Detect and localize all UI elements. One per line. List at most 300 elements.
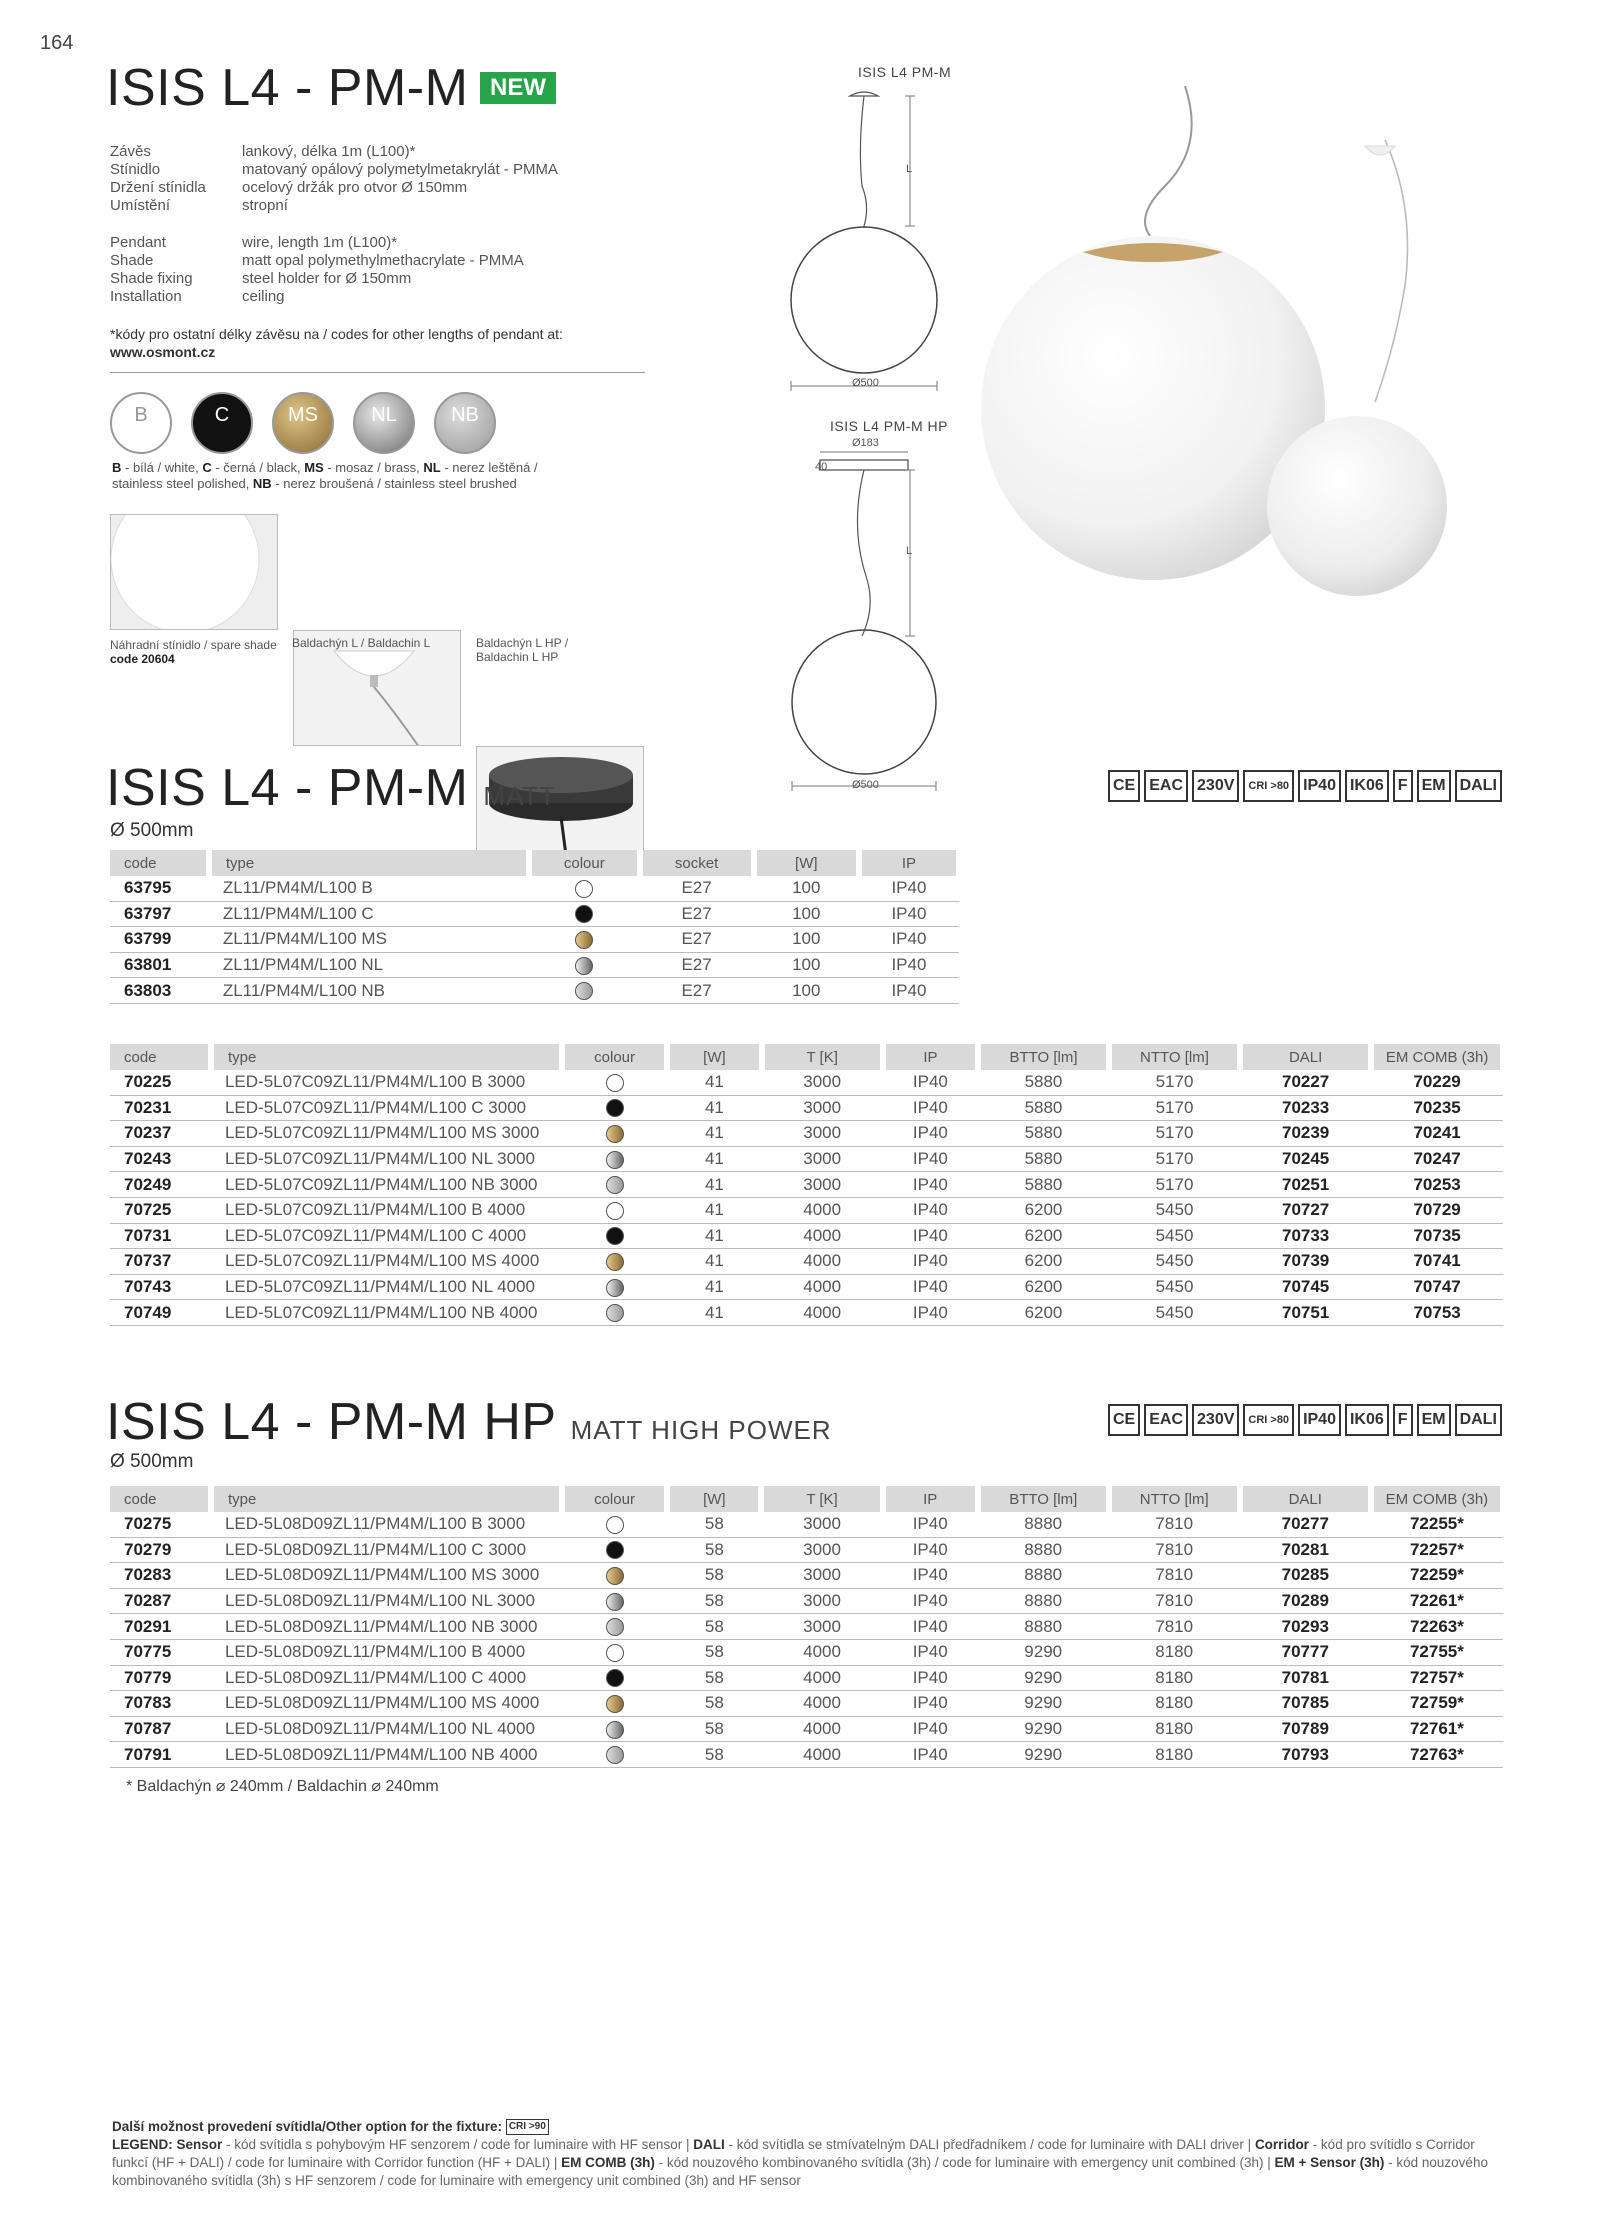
spec-key: Shade fixing bbox=[110, 270, 193, 287]
swatch-nl bbox=[353, 392, 415, 454]
legend-term: LEGEND: Sensor bbox=[112, 2137, 223, 2152]
cell-dali: 70751 bbox=[1240, 1300, 1371, 1326]
swatch-label: C bbox=[214, 404, 230, 426]
section2-diameter: Ø 500mm bbox=[110, 1451, 194, 1472]
cell-temp: 3000 bbox=[761, 1512, 882, 1537]
cell-ip: IP40 bbox=[883, 1537, 978, 1563]
cell-watt: 58 bbox=[667, 1691, 761, 1717]
table-row bbox=[110, 1223, 1503, 1249]
table-row bbox=[110, 927, 959, 953]
cell-watt: 58 bbox=[667, 1588, 761, 1614]
cell-temp: 3000 bbox=[762, 1172, 883, 1198]
spec-value: wire, length 1m (L100)* bbox=[242, 234, 398, 251]
table-row bbox=[110, 1614, 1503, 1640]
cell-em-comb: 70735 bbox=[1371, 1223, 1503, 1249]
cell-dali: 70227 bbox=[1240, 1070, 1371, 1095]
cell-ntto: 7810 bbox=[1109, 1588, 1240, 1614]
spec-row bbox=[110, 179, 558, 197]
table-row bbox=[110, 876, 959, 901]
colour-c-icon bbox=[606, 1669, 624, 1687]
cert-icon: DALI bbox=[1455, 770, 1502, 802]
cell-temp: 4000 bbox=[762, 1249, 883, 1275]
cell-dali: 70277 bbox=[1240, 1512, 1371, 1537]
column-header: colour bbox=[529, 850, 639, 876]
cell-btto: 5880 bbox=[978, 1172, 1109, 1198]
cell-btto: 5880 bbox=[978, 1095, 1109, 1121]
column-header: socket bbox=[640, 850, 754, 876]
cell-watt: 100 bbox=[754, 978, 859, 1004]
cell-colour bbox=[562, 1716, 667, 1742]
cert-icon: EM bbox=[1417, 770, 1451, 802]
cell-watt: 41 bbox=[667, 1070, 761, 1095]
column-header: type bbox=[209, 850, 529, 876]
cell-temp: 3000 bbox=[762, 1095, 883, 1121]
cert-icon: CE bbox=[1108, 770, 1140, 802]
cell-ip: IP40 bbox=[883, 1512, 978, 1537]
cell-ntto: 7810 bbox=[1109, 1563, 1240, 1589]
cell-btto: 6200 bbox=[978, 1223, 1109, 1249]
cell-colour bbox=[562, 1665, 667, 1691]
cell-temp: 3000 bbox=[761, 1588, 882, 1614]
cell-type: LED-5L07C09ZL11/PM4M/L100 NL 4000 bbox=[211, 1274, 562, 1300]
colour-nb-icon bbox=[606, 1304, 624, 1322]
cell-watt: 58 bbox=[667, 1665, 761, 1691]
cell-watt: 58 bbox=[667, 1614, 761, 1640]
cell-dali: 70789 bbox=[1240, 1716, 1371, 1742]
swatch-nb bbox=[434, 392, 496, 454]
cell-ip: IP40 bbox=[883, 1300, 978, 1326]
colour-nl-icon bbox=[606, 1151, 624, 1169]
cell-ip: IP40 bbox=[883, 1197, 978, 1223]
cell-watt: 41 bbox=[667, 1095, 761, 1121]
cell-ip: IP40 bbox=[883, 1249, 978, 1275]
cell-dali: 70793 bbox=[1240, 1742, 1371, 1768]
cell-temp: 4000 bbox=[762, 1274, 883, 1300]
baldachin-footnote: * Baldachýn ⌀ 240mm / Baldachin ⌀ 240mm bbox=[126, 1778, 439, 1795]
cell-em-comb: 72263* bbox=[1371, 1614, 1503, 1640]
colour-b-icon bbox=[606, 1516, 624, 1534]
colour-b-icon bbox=[575, 880, 593, 898]
cell-colour bbox=[562, 1512, 667, 1537]
spec-key: Držení stínidla bbox=[110, 179, 206, 196]
cell-ntto: 5450 bbox=[1109, 1300, 1240, 1326]
swatch-label: B bbox=[134, 404, 148, 426]
cell-dali: 70781 bbox=[1240, 1665, 1371, 1691]
cell-socket: E27 bbox=[640, 901, 754, 927]
colour-ms-icon bbox=[606, 1567, 624, 1585]
colour-b-icon bbox=[606, 1074, 624, 1092]
cert-icon: CRI >80 bbox=[1243, 1404, 1294, 1436]
cell-em-comb: 70247 bbox=[1371, 1146, 1503, 1172]
cell-em-comb: 70229 bbox=[1371, 1070, 1503, 1095]
cell-btto: 8880 bbox=[978, 1614, 1109, 1640]
colour-c-icon bbox=[606, 1541, 624, 1559]
certification-icons-hp bbox=[1108, 1404, 1502, 1436]
drawing-label-pm-m: ISIS L4 PM-M bbox=[858, 64, 952, 80]
cell-code: 70775 bbox=[110, 1639, 211, 1665]
cell-watt: 41 bbox=[667, 1197, 761, 1223]
spec-value: matt opal polymethylmethacrylate - PMMA bbox=[242, 252, 524, 269]
cell-code: 63803 bbox=[110, 978, 209, 1004]
cell-type: LED-5L07C09ZL11/PM4M/L100 MS 4000 bbox=[211, 1249, 562, 1275]
cell-type: LED-5L08D09ZL11/PM4M/L100 NL 3000 bbox=[211, 1588, 562, 1614]
swatch-ms bbox=[272, 392, 334, 454]
column-header: EM COMB (3h) bbox=[1371, 1044, 1503, 1070]
table-row bbox=[110, 1588, 1503, 1614]
cell-code: 70287 bbox=[110, 1588, 211, 1614]
cell-type: ZL11/PM4M/L100 C bbox=[209, 901, 529, 927]
section2-table-led bbox=[110, 1486, 1506, 1768]
cell-colour bbox=[562, 1249, 667, 1275]
cell-ip: IP40 bbox=[883, 1563, 978, 1589]
cell-type: LED-5L07C09ZL11/PM4M/L100 NB 3000 bbox=[211, 1172, 562, 1198]
spec-value: matovaný opálový polymetylmetakrylát - PMMA bbox=[242, 161, 558, 178]
cell-em-comb: 70741 bbox=[1371, 1249, 1503, 1275]
cell-colour bbox=[562, 1070, 667, 1095]
cell-temp: 4000 bbox=[761, 1742, 882, 1768]
cell-btto: 9290 bbox=[978, 1691, 1109, 1717]
colour-nb-icon bbox=[606, 1176, 624, 1194]
cell-watt: 41 bbox=[667, 1223, 761, 1249]
cell-dali: 70239 bbox=[1240, 1121, 1371, 1147]
cell-ntto: 5170 bbox=[1109, 1070, 1240, 1095]
cell-ntto: 5170 bbox=[1109, 1172, 1240, 1198]
cell-temp: 4000 bbox=[761, 1639, 882, 1665]
cri90-badge: CRI >90 bbox=[506, 2119, 549, 2135]
column-header: DALI bbox=[1240, 1044, 1371, 1070]
cell-ntto: 8180 bbox=[1109, 1665, 1240, 1691]
cell-socket: E27 bbox=[640, 876, 754, 901]
cell-ip: IP40 bbox=[859, 901, 959, 927]
cell-ntto: 5170 bbox=[1109, 1095, 1240, 1121]
cell-colour bbox=[562, 1197, 667, 1223]
cell-colour bbox=[562, 1639, 667, 1665]
spec-key: Pendant bbox=[110, 234, 166, 251]
legend-definition: - kód svítidla s pohybovým HF senzorem / code for luminaire with HF sensor | bbox=[222, 2137, 694, 2152]
table-row bbox=[110, 978, 959, 1004]
spec-key: Umístění bbox=[110, 197, 171, 214]
cell-em-comb: 72757* bbox=[1371, 1665, 1503, 1691]
section1-diameter: Ø 500mm bbox=[110, 820, 194, 841]
cell-em-comb: 70729 bbox=[1371, 1197, 1503, 1223]
cell-colour bbox=[562, 1614, 667, 1640]
cert-icon: IP40 bbox=[1298, 770, 1341, 802]
cell-ntto: 5450 bbox=[1109, 1274, 1240, 1300]
spec-row bbox=[110, 288, 524, 306]
specs-en bbox=[110, 234, 524, 306]
cell-em-comb: 70753 bbox=[1371, 1300, 1503, 1326]
cell-type: LED-5L07C09ZL11/PM4M/L100 NB 4000 bbox=[211, 1300, 562, 1326]
legend-definition: - kód pro svítidlo s Corridor funkcí (HF + DALI) / code for luminaire with Corridor function (HF + DALI) | bbox=[112, 2137, 1475, 2170]
cell-type: LED-5L08D09ZL11/PM4M/L100 MS 3000 bbox=[211, 1563, 562, 1589]
cert-icon: DALI bbox=[1455, 1404, 1502, 1436]
cell-code: 70279 bbox=[110, 1537, 211, 1563]
legend-definition: - kód nouzového kombinovaného svítidla (3h) s HF senzorem / code for luminaire with emergency unit combined (3h) and HF sensor bbox=[112, 2155, 1488, 2188]
column-header: code bbox=[110, 1486, 211, 1512]
colour-nb-icon bbox=[606, 1618, 624, 1636]
cell-code: 70275 bbox=[110, 1512, 211, 1537]
cell-code: 70791 bbox=[110, 1742, 211, 1768]
cell-ip: IP40 bbox=[859, 927, 959, 953]
cert-icon: IP40 bbox=[1298, 1404, 1341, 1436]
cell-temp: 3000 bbox=[762, 1146, 883, 1172]
cell-code: 70749 bbox=[110, 1300, 211, 1326]
cell-dali: 70739 bbox=[1240, 1249, 1371, 1275]
cell-ntto: 5450 bbox=[1109, 1223, 1240, 1249]
cell-dali: 70285 bbox=[1240, 1563, 1371, 1589]
legend-code: B bbox=[112, 460, 122, 475]
cert-icon: 230V bbox=[1192, 770, 1239, 802]
colour-nl-icon bbox=[606, 1721, 624, 1739]
cell-colour bbox=[562, 1121, 667, 1147]
cell-temp: 4000 bbox=[762, 1197, 883, 1223]
column-header: code bbox=[110, 1044, 211, 1070]
cell-em-comb: 72761* bbox=[1371, 1716, 1503, 1742]
swatch-label: NL bbox=[371, 404, 397, 426]
section1-table-classic bbox=[110, 850, 962, 1004]
cell-type: ZL11/PM4M/L100 NL bbox=[209, 952, 529, 978]
cell-colour bbox=[562, 1691, 667, 1717]
table-row bbox=[110, 1172, 1503, 1198]
cell-code: 63795 bbox=[110, 876, 209, 901]
cell-temp: 3000 bbox=[761, 1614, 882, 1640]
cell-btto: 8880 bbox=[978, 1563, 1109, 1589]
cell-ip: IP40 bbox=[883, 1146, 978, 1172]
colour-nb-icon bbox=[575, 982, 593, 1000]
column-header: colour bbox=[562, 1044, 667, 1070]
cell-ntto: 7810 bbox=[1109, 1537, 1240, 1563]
cell-ntto: 7810 bbox=[1109, 1614, 1240, 1640]
cell-code: 70291 bbox=[110, 1614, 211, 1640]
column-header: [W] bbox=[667, 1486, 761, 1512]
table-row bbox=[110, 952, 959, 978]
cell-temp: 3000 bbox=[761, 1563, 882, 1589]
table-row bbox=[110, 1121, 1503, 1147]
table-row bbox=[110, 1563, 1503, 1589]
cell-code: 70731 bbox=[110, 1223, 211, 1249]
cell-ip: IP40 bbox=[883, 1716, 978, 1742]
dim-top: Ø500 bbox=[852, 377, 879, 389]
cell-watt: 58 bbox=[667, 1716, 761, 1742]
cert-icon: EAC bbox=[1144, 1404, 1188, 1436]
legend-code: MS bbox=[304, 460, 324, 475]
cell-ip: IP40 bbox=[859, 952, 959, 978]
cell-ip: IP40 bbox=[883, 1172, 978, 1198]
length-mark-bottom: L bbox=[906, 545, 913, 557]
swatch-legend bbox=[112, 460, 538, 492]
column-header: IP bbox=[859, 850, 959, 876]
table-header-row bbox=[110, 1044, 1503, 1070]
cell-dali: 70281 bbox=[1240, 1537, 1371, 1563]
cell-watt: 58 bbox=[667, 1537, 761, 1563]
cell-type: LED-5L07C09ZL11/PM4M/L100 C 4000 bbox=[211, 1223, 562, 1249]
cell-socket: E27 bbox=[640, 927, 754, 953]
cell-ntto: 8180 bbox=[1109, 1742, 1240, 1768]
section1-table-led bbox=[110, 1044, 1506, 1326]
cell-btto: 5880 bbox=[978, 1121, 1109, 1147]
cell-em-comb: 72261* bbox=[1371, 1588, 1503, 1614]
cell-dali: 70293 bbox=[1240, 1614, 1371, 1640]
cell-code: 70779 bbox=[110, 1665, 211, 1691]
column-header: BTTO [lm] bbox=[978, 1486, 1109, 1512]
column-header: type bbox=[211, 1486, 562, 1512]
colour-nb-icon bbox=[606, 1746, 624, 1764]
cell-ip: IP40 bbox=[883, 1614, 978, 1640]
table-row bbox=[110, 901, 959, 927]
cell-watt: 41 bbox=[667, 1274, 761, 1300]
column-header: [W] bbox=[667, 1044, 761, 1070]
length-mark-top: L bbox=[906, 163, 913, 175]
cell-ip: IP40 bbox=[883, 1588, 978, 1614]
divider bbox=[110, 372, 645, 373]
cell-em-comb: 72257* bbox=[1371, 1537, 1503, 1563]
cell-ntto: 8180 bbox=[1109, 1639, 1240, 1665]
cell-btto: 8880 bbox=[978, 1512, 1109, 1537]
cell-colour bbox=[529, 952, 639, 978]
cell-type: LED-5L08D09ZL11/PM4M/L100 NB 4000 bbox=[211, 1742, 562, 1768]
canopy-height: 40 bbox=[815, 461, 828, 473]
cell-dali: 70251 bbox=[1240, 1172, 1371, 1198]
cell-watt: 58 bbox=[667, 1639, 761, 1665]
cell-ip: IP40 bbox=[883, 1691, 978, 1717]
cell-colour bbox=[562, 1274, 667, 1300]
legend-text: - bílá / white, bbox=[121, 460, 203, 475]
cell-em-comb: 72255* bbox=[1371, 1512, 1503, 1537]
column-header: colour bbox=[562, 1486, 667, 1512]
cell-btto: 8880 bbox=[978, 1537, 1109, 1563]
cell-btto: 6200 bbox=[978, 1249, 1109, 1275]
colour-b-icon bbox=[606, 1644, 624, 1662]
section2-title: ISIS L4 - PM-M HP MATT HIGH POWER bbox=[106, 1393, 832, 1451]
cell-watt: 100 bbox=[754, 901, 859, 927]
cell-colour bbox=[562, 1588, 667, 1614]
dim-canopy: Ø183 bbox=[852, 437, 879, 449]
legend-text: - nerez broušená / stainless steel brushed bbox=[271, 476, 517, 491]
cell-btto: 9290 bbox=[978, 1639, 1109, 1665]
column-header: IP bbox=[883, 1044, 978, 1070]
cell-dali: 70733 bbox=[1240, 1223, 1371, 1249]
cell-code: 70249 bbox=[110, 1172, 211, 1198]
spec-key: Závěs bbox=[110, 143, 151, 160]
product-photo bbox=[975, 86, 1495, 626]
cell-btto: 5880 bbox=[978, 1146, 1109, 1172]
cell-ntto: 5450 bbox=[1109, 1197, 1240, 1223]
cell-ntto: 5170 bbox=[1109, 1121, 1240, 1147]
cell-em-comb: 70235 bbox=[1371, 1095, 1503, 1121]
cell-em-comb: 70747 bbox=[1371, 1274, 1503, 1300]
colour-c-icon bbox=[606, 1227, 624, 1245]
colour-ms-icon bbox=[575, 931, 593, 949]
swatch-label: NB bbox=[451, 404, 479, 426]
cell-watt: 41 bbox=[667, 1300, 761, 1326]
spec-value: stropní bbox=[242, 197, 288, 214]
column-header: [W] bbox=[754, 850, 859, 876]
spec-value: lankový, délka 1m (L100)* bbox=[242, 143, 416, 160]
cell-temp: 4000 bbox=[761, 1665, 882, 1691]
cell-dali: 70245 bbox=[1240, 1146, 1371, 1172]
cert-icon: F bbox=[1393, 1404, 1413, 1436]
cell-code: 70725 bbox=[110, 1197, 211, 1223]
cell-type: LED-5L08D09ZL11/PM4M/L100 C 4000 bbox=[211, 1665, 562, 1691]
cell-colour bbox=[529, 927, 639, 953]
cell-type: LED-5L08D09ZL11/PM4M/L100 C 3000 bbox=[211, 1537, 562, 1563]
page-number: 164 bbox=[40, 32, 74, 54]
cell-socket: E27 bbox=[640, 978, 754, 1004]
cell-ip: IP40 bbox=[883, 1639, 978, 1665]
cell-ntto: 8180 bbox=[1109, 1716, 1240, 1742]
cell-watt: 58 bbox=[667, 1742, 761, 1768]
cell-type: LED-5L07C09ZL11/PM4M/L100 NL 3000 bbox=[211, 1146, 562, 1172]
cell-colour bbox=[529, 978, 639, 1004]
spec-key: Stínidlo bbox=[110, 161, 161, 178]
cell-dali: 70777 bbox=[1240, 1639, 1371, 1665]
cell-ip: IP40 bbox=[859, 876, 959, 901]
legend-term: EM + Sensor (3h) bbox=[1274, 2155, 1385, 2170]
cell-temp: 3000 bbox=[762, 1070, 883, 1095]
table-row bbox=[110, 1146, 1503, 1172]
column-header: DALI bbox=[1240, 1486, 1371, 1512]
legend-code: C bbox=[202, 460, 212, 475]
cell-colour bbox=[562, 1146, 667, 1172]
cell-ip: IP40 bbox=[883, 1665, 978, 1691]
baldachin-l-hp-caption: Baldachýn L HP / Baldachin L HP bbox=[476, 636, 569, 664]
table-row bbox=[110, 1537, 1503, 1563]
cell-ip: IP40 bbox=[883, 1742, 978, 1768]
swatch-b bbox=[110, 392, 172, 454]
drawing-pm-m bbox=[780, 86, 960, 396]
column-header: IP bbox=[883, 1486, 978, 1512]
cell-code: 70283 bbox=[110, 1563, 211, 1589]
cell-colour bbox=[562, 1095, 667, 1121]
table-row bbox=[110, 1716, 1503, 1742]
cell-ntto: 7810 bbox=[1109, 1512, 1240, 1537]
cell-colour bbox=[529, 876, 639, 901]
cell-type: LED-5L08D09ZL11/PM4M/L100 B 4000 bbox=[211, 1639, 562, 1665]
cell-watt: 41 bbox=[667, 1146, 761, 1172]
cell-code: 70743 bbox=[110, 1274, 211, 1300]
column-header: EM COMB (3h) bbox=[1371, 1486, 1503, 1512]
cell-type: LED-5L07C09ZL11/PM4M/L100 B 4000 bbox=[211, 1197, 562, 1223]
cell-em-comb: 72259* bbox=[1371, 1563, 1503, 1589]
cell-ip: IP40 bbox=[883, 1223, 978, 1249]
cell-em-comb: 70253 bbox=[1371, 1172, 1503, 1198]
cell-ip: IP40 bbox=[883, 1121, 978, 1147]
table-row bbox=[110, 1274, 1503, 1300]
cell-ip: IP40 bbox=[859, 978, 959, 1004]
legend-term: EM COMB (3h) bbox=[561, 2155, 655, 2170]
cell-watt: 100 bbox=[754, 927, 859, 953]
cell-type: ZL11/PM4M/L100 MS bbox=[209, 927, 529, 953]
spec-row bbox=[110, 143, 558, 161]
spec-value: ceiling bbox=[242, 288, 285, 305]
colour-ms-icon bbox=[606, 1253, 624, 1271]
website-link[interactable]: www.osmont.cz bbox=[110, 344, 216, 360]
cell-btto: 9290 bbox=[978, 1742, 1109, 1768]
cell-colour bbox=[562, 1223, 667, 1249]
spec-key: Shade bbox=[110, 252, 154, 269]
cell-code: 70231 bbox=[110, 1095, 211, 1121]
colour-nl-icon bbox=[575, 957, 593, 975]
spec-value: steel holder for Ø 150mm bbox=[242, 270, 412, 287]
cell-code: 70243 bbox=[110, 1146, 211, 1172]
cell-code: 63801 bbox=[110, 952, 209, 978]
cell-dali: 70233 bbox=[1240, 1095, 1371, 1121]
specs-cz bbox=[110, 143, 558, 215]
table-row bbox=[110, 1249, 1503, 1275]
cell-dali: 70727 bbox=[1240, 1197, 1371, 1223]
cell-temp: 4000 bbox=[762, 1300, 883, 1326]
column-header: NTTO [lm] bbox=[1109, 1486, 1240, 1512]
